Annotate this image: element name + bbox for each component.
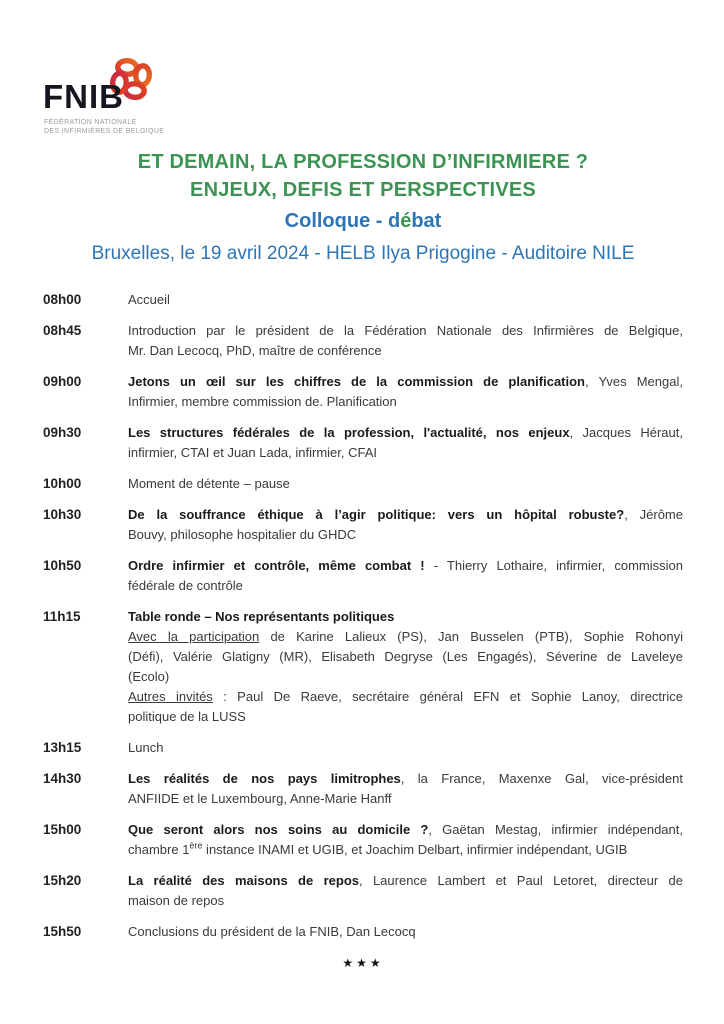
time-label: 13h15	[43, 740, 82, 755]
session-line	[128, 556, 683, 576]
session-text-segment: Lunch	[128, 740, 164, 755]
session-line	[128, 820, 683, 840]
session-text-segment: ère	[189, 840, 203, 851]
session-line	[128, 627, 683, 647]
time-label: 11h15	[43, 609, 81, 624]
schedule-row	[43, 423, 683, 463]
session-description	[128, 738, 683, 758]
event-type-prefix: Colloque - d	[284, 210, 401, 232]
session-line	[128, 667, 683, 687]
session-text-segment: Conclusions du président de la FNIB, Dan Lecocq	[128, 924, 416, 939]
schedule-row	[43, 321, 683, 361]
session-line	[128, 290, 683, 310]
time-label: 10h30	[43, 507, 82, 522]
time-label: 08h00	[43, 292, 82, 307]
time-label: 09h00	[43, 374, 82, 389]
session-description	[128, 372, 683, 412]
session-text-segment: - Thierry Lothaire, infirmier, commission	[424, 558, 683, 573]
event-date-location: Bruxelles, le 19 avril 2024 - HELB Ilya Prigogine - Auditoire NILE	[91, 243, 635, 264]
time-label: 08h45	[43, 323, 82, 338]
session-line	[128, 525, 683, 545]
session-description	[128, 505, 683, 545]
fnib-logo-subtitle	[44, 118, 164, 136]
session-text-segment: Les réalités de nos pays limitrophes	[128, 771, 401, 786]
session-line	[128, 922, 683, 942]
session-line	[128, 392, 683, 412]
time-label: 15h50	[43, 924, 82, 939]
time-label: 15h20	[43, 873, 82, 888]
session-text-segment: Ordre infirmier et contrôle, même combat !	[128, 558, 425, 573]
event-title-line2: ENJEUX, DEFIS ET PERSPECTIVES	[190, 179, 536, 201]
session-line	[128, 474, 683, 494]
schedule-row	[43, 820, 683, 860]
session-text-segment: , Jérôme	[624, 507, 683, 522]
schedule-list	[43, 290, 683, 942]
session-text-segment: Que seront alors nos soins au domicile ?	[128, 822, 429, 837]
session-line	[128, 769, 683, 789]
session-description	[128, 290, 683, 310]
schedule-row	[43, 474, 683, 494]
schedule-row	[43, 738, 683, 758]
session-description	[128, 474, 683, 494]
session-text-segment: politique de la LUSS	[128, 709, 246, 724]
session-line	[128, 707, 683, 727]
session-line	[128, 576, 683, 596]
schedule-row	[43, 769, 683, 809]
schedule-row	[43, 922, 683, 942]
session-text-segment: instance INAMI et UGIB, et Joachim Delbart, infirmier indépendant, UGIB	[202, 842, 628, 857]
session-line	[128, 840, 683, 860]
session-text-segment: maison de repos	[128, 893, 225, 908]
session-text-segment: Accueil	[128, 292, 170, 307]
event-type-accent: é	[400, 210, 412, 232]
schedule-row	[43, 505, 683, 545]
session-line	[128, 607, 683, 627]
session-description	[128, 922, 683, 942]
session-line	[128, 789, 683, 809]
session-line	[128, 647, 683, 667]
session-text-segment: (Défi), Valérie Glatigny (MR), Elisabeth Degryse (Les Engagés), Séverine de Laveleye	[128, 649, 683, 664]
session-text-segment: infirmier, CTAI et Juan Lada, infirmier, CFAI	[128, 445, 378, 460]
session-line	[128, 321, 683, 341]
schedule-row	[43, 372, 683, 412]
session-line	[128, 505, 683, 525]
session-text-segment: Les structures fédérales de la profession, l'actualité, nos enjeux	[128, 425, 570, 440]
fnib-logo	[43, 54, 293, 138]
time-label: 10h50	[43, 558, 82, 573]
headline-block	[43, 148, 683, 267]
session-text-segment: Infirmier, membre commission de. Planification	[128, 394, 397, 409]
session-text-segment: Bouvy, philosophe hospitalier du GHDC	[128, 527, 357, 542]
schedule-row	[43, 871, 683, 911]
session-description	[128, 769, 683, 809]
session-text-segment: chambre 1	[128, 842, 190, 857]
session-text-segment: Table ronde – Nos représentants politiques	[128, 609, 395, 624]
session-line	[128, 443, 683, 463]
session-text-segment: Jetons un œil sur les chiffres de la commission de planification	[128, 374, 585, 389]
session-text-segment: Avec la participation	[128, 629, 260, 644]
session-text-segment: fédérale de contrôle	[128, 578, 243, 593]
session-text-segment: , Gaëtan Mestag, infirmier indépendant,	[428, 822, 683, 837]
session-line	[128, 871, 683, 891]
session-text-segment: La réalité des maisons de repos	[128, 873, 359, 888]
session-text-segment: De la souffrance éthique à l’agir politique: vers un hôpital robuste?	[128, 507, 625, 522]
session-line	[128, 423, 683, 443]
time-label: 15h00	[43, 822, 82, 837]
session-description	[128, 871, 683, 911]
session-text-segment: , Jacques Héraut,	[569, 425, 683, 440]
time-label: 10h00	[43, 476, 82, 491]
session-text-segment: Introduction par le président de la Fédération Nationale des Infirmières de Belgique,	[128, 323, 683, 338]
session-text-segment: Autres invités	[128, 689, 213, 704]
fnib-logo-wordmark: FNIB	[43, 78, 124, 115]
session-line	[128, 687, 683, 707]
session-line	[128, 891, 683, 911]
schedule-row	[43, 607, 683, 727]
session-text-segment: de Karine Lalieux (PS), Jan Busselen (PTB), Sophie Rohonyi	[259, 629, 683, 644]
session-line	[128, 341, 683, 361]
event-type-line	[43, 206, 683, 236]
session-line	[128, 372, 683, 392]
session-text-segment: , Laurence Lambert et Paul Letoret, directeur de	[358, 873, 683, 888]
fnib-logo-subtitle-line1: FÉDÉRATION NATIONALE	[44, 119, 137, 126]
session-description	[128, 423, 683, 463]
footer-separator: ★★★	[342, 956, 384, 970]
schedule-row	[43, 556, 683, 596]
event-title-line1: ET DEMAIN, LA PROFESSION D’INFIRMIERE ?	[137, 151, 589, 173]
session-description	[128, 321, 683, 361]
time-label: 14h30	[43, 771, 82, 786]
session-text-segment: Mr. Dan Lecocq, PhD, maître de conférence	[128, 343, 382, 358]
session-description	[128, 556, 683, 596]
session-line	[128, 738, 683, 758]
session-text-segment: : Paul De Raeve, secrétaire général EFN et Sophie Lanoy, directrice	[212, 689, 683, 704]
session-text-segment: (Ecolo)	[128, 669, 170, 684]
schedule-row	[43, 290, 683, 310]
session-text-segment: , la France, Maxenxe Gal, vice-président	[400, 771, 683, 786]
session-description	[128, 820, 683, 860]
event-type-suffix: bat	[411, 210, 442, 232]
fnib-logo-subtitle-line2: DES INFIRMIÈRES DE BELGIQUE	[44, 128, 165, 135]
session-text-segment: Moment de détente – pause	[128, 476, 290, 491]
session-text-segment: ANFIIDE et le Luxembourg, Anne-Marie Hanff	[128, 791, 392, 806]
session-text-segment: , Yves Mengal,	[585, 374, 683, 389]
time-label: 09h30	[43, 425, 82, 440]
session-description	[128, 607, 683, 727]
